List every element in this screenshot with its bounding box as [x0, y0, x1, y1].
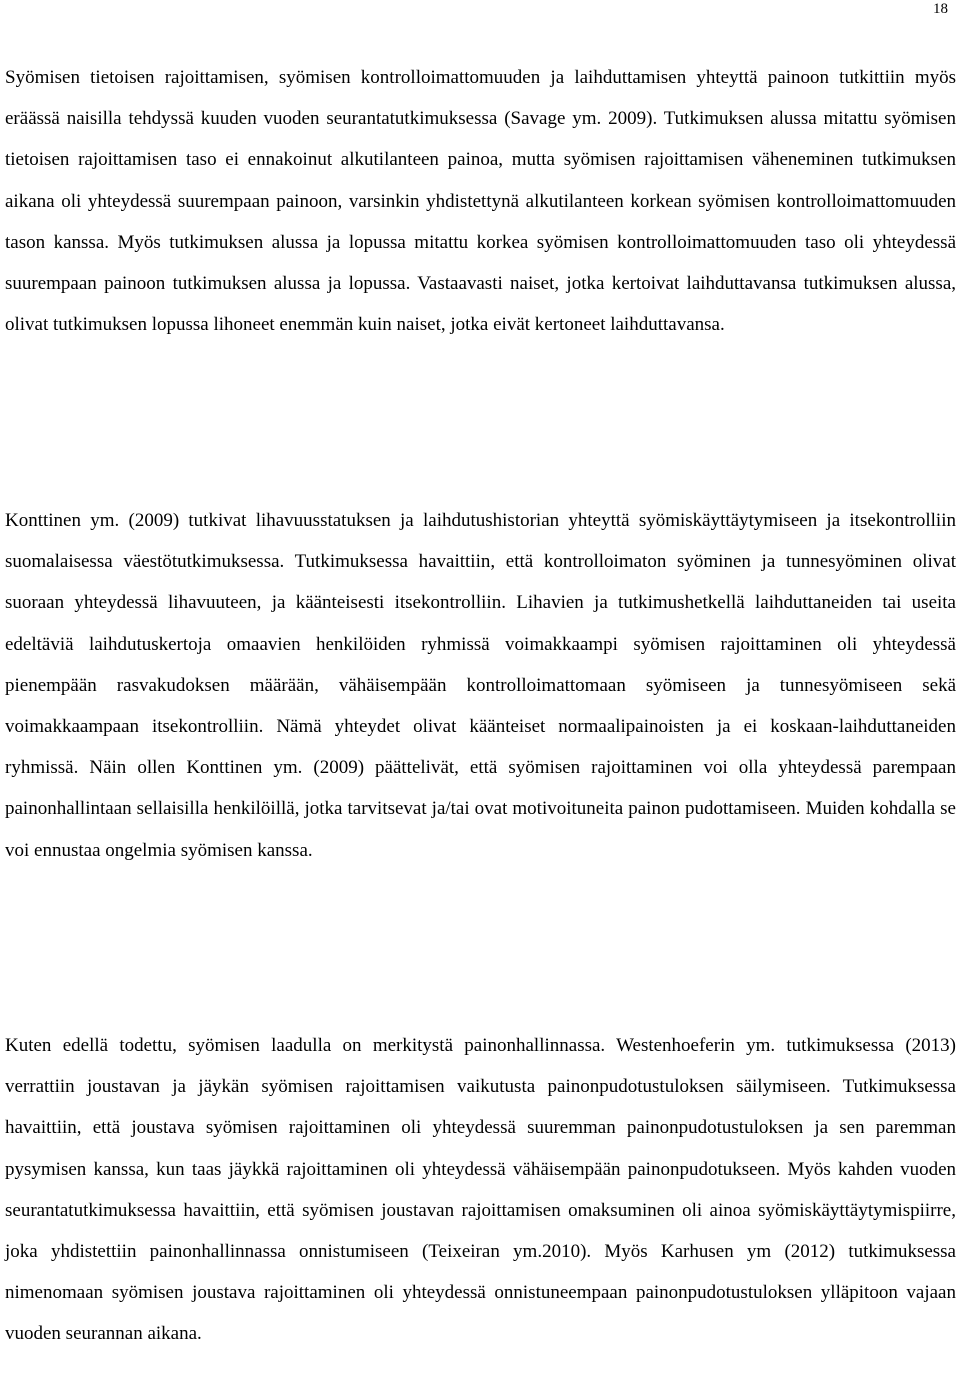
paragraph-westenhoefer-study: Kuten edellä todettu, syömisen laadulla on merkitystä painonhallinnassa. Westenhoeferin ym. tutkimuksessa (2013) verrattiin joustavan ja jäykän syömisen rajoittamisen vaikutusta painonpudotustuloksen säilymiseen. Tutkimuksessa havaittiin, että joustava syömisen rajoittaminen oli yhteydessä suuremman painonpudotustuloksen ja sen paremman pysymisen kanssa, kun taas jäykkä rajoittaminen oli yhteydessä vähäisempään painonpudotukseen. Myös kahden vuoden seurantatutkimuksessa havaittiin, että syömisen joustavan rajoittamisen omaksuminen oli ainoa syömiskäyttäytymispiirre, joka yhdistettiin painonhallinnassa onnistumiseen (Teixeiran ym.2010). Myös Karhusen ym (2012) tutkimuksessa nimenomaan syömisen joustava rajoittaminen oli yhteydessä onnistuneempaan painonpudotustuloksen ylläpitoon vajaan vuoden seurannan aikana. — [5, 1035, 956, 1345]
page-number: 18 — [933, 1, 948, 17]
paragraph-savage-study: Syömisen tietoisen rajoittamisen, syömisen kontrolloimattomuuden ja laihduttamisen yhteyttä painoon tutkittiin myös eräässä naisilla tehdyssä kuuden vuoden seurantatutkimuksessa (Savage ym. 2009). Tutkimuksen alussa mitattu syömisen tietoisen rajoittamisen taso ei ennakoinut alkutilanteen painoa, mutta syömisen rajoittamisen väheneminen tutkimuksen aikana oli yhteydessä suurempaan painoon, varsinkin yhdistettynä alkutilanteen korkean syömisen kontrolloimattomuuden tason kanssa. Myös tutkimuksen alussa ja lopussa mitattu korkea syömisen kontrolloimattomuuden taso oli yhteydessä suurempaan painoon tutkimuksen alussa ja lopussa. Vastaavasti naiset, jotka kertoivat laihduttavansa tutkimuksen alussa, olivat tutkimuksen lopussa lihoneet enemmän kuin naiset, jotka eivät kertoneet laihduttavansa. — [5, 67, 956, 336]
paragraph-konttinen-study: Konttinen ym. (2009) tutkivat lihavuusstatuksen ja laihdutushistorian yhteyttä syömiskäyttäytymiseen ja itsekontrolliin suomalaisessa väestötutkimuksessa. Tutkimuksessa havaittiin, että kontrolloimaton syöminen ja tunnesyöminen olivat suoraan yhteydessä lihavuuteen, ja käänteisesti itsekontrolliin. Lihavien ja tutkimushetkellä laihduttaneiden tai useita edeltäviä laihdutuskertoja omaavien henkilöiden ryhmissä voimakkaampi syömisen rajoittaminen oli yhteydessä pienempään rasvakudoksen määrään, vähäisempään kontrolloimattomaan syömiseen ja tunnesyömiseen sekä voimakkaampaan itsekontrolliin. Nämä yhteydet olivat käänteiset normaalipainoisten ja ei koskaan-laihduttaneiden ryhmissä. Näin ollen Konttinen ym. (2009) päättelivät, että syömisen rajoittaminen voi olla yhteydessä parempaan painonhallintaan sellaisilla henkilöillä, jotka tarvitsevat ja/tai ovat motivoituneita painon pudottamiseen. Muiden kohdalla se voi ennustaa ongelmia syömisen kanssa. — [5, 510, 956, 861]
